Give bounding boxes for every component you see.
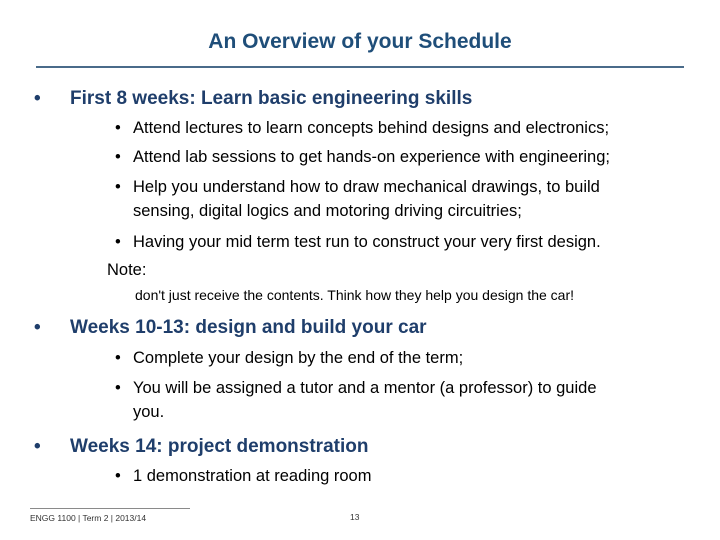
bullet-icon: • [115, 233, 121, 251]
bullet-item-continuation: sensing, digital logics and motoring driving circuitries; [133, 202, 522, 220]
bullet-item: Help you understand how to draw mechanical drawings, to build [133, 178, 600, 196]
section-heading-weeks-14: Weeks 14: project demonstration [70, 436, 369, 457]
bullet-icon: • [115, 178, 121, 196]
bullet-item: Attend lectures to learn concepts behind designs and electronics; [133, 119, 610, 137]
bullet-item: Attend lab sessions to get hands-on experience with engineering; [133, 148, 610, 166]
note-label: Note: [107, 261, 147, 279]
bullet-item: You will be assigned a tutor and a mentor (a professor) to guide [133, 379, 597, 397]
bullet-item: 1 demonstration at reading room [133, 467, 372, 485]
bullet-icon: • [115, 148, 121, 166]
bullet-icon: • [115, 119, 121, 137]
title-divider [36, 66, 684, 68]
bullet-icon: • [115, 349, 121, 367]
note-text: don't just receive the contents. Think how they help you design the car! [135, 287, 575, 303]
bullet-item: Having your mid term test run to construct your very first design. [133, 233, 601, 251]
section-heading-weeks-10-13: Weeks 10-13: design and build your car [70, 317, 427, 338]
bullet-icon: • [115, 467, 121, 485]
bullet-item-continuation: you. [133, 403, 165, 421]
bullet-icon: • [34, 317, 41, 338]
bullet-icon: • [34, 88, 41, 109]
bullet-item: Complete your design by the end of the term; [133, 349, 464, 367]
section-heading-first-8-weeks: First 8 weeks: Learn basic engineering skills [70, 88, 473, 109]
page-number: 13 [350, 512, 360, 522]
bullet-icon: • [115, 379, 121, 397]
slide-footer: ENGG 1100 | Term 2 | 2013/14 [30, 508, 190, 530]
bullet-icon: • [34, 436, 41, 457]
slide-title: An Overview of your Schedule [208, 30, 512, 53]
